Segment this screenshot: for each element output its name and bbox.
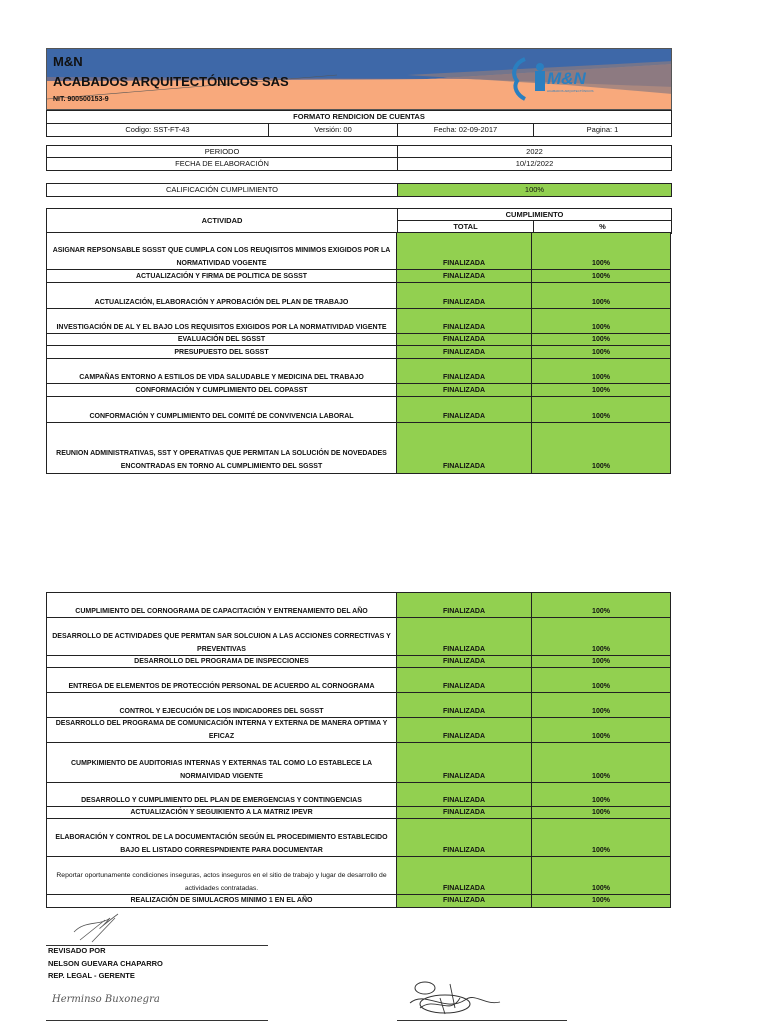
total-cell: FINALIZADA (396, 345, 532, 360)
col-header-total: TOTAL (397, 220, 534, 234)
activity-cell: ACTUALIZACIÓN Y SEGUIKIENTO A LA MATRIZ IPEVR (46, 806, 397, 820)
pct-cell: 100% (531, 282, 671, 310)
table-row (46, 309, 672, 335)
pct-cell: 100% (531, 333, 671, 347)
table-row (46, 618, 672, 657)
col-header-cumplimiento: CUMPLIMIENTO (397, 208, 672, 221)
signature-scribble-1 (70, 910, 130, 950)
activity-cell: ENTREGA DE ELEMENTOS DE PROTECCIÓN PERSONAL DE ACUERDO AL CORNOGRAMA (46, 667, 397, 694)
total-cell: FINALIZADA (396, 422, 532, 474)
total-cell: FINALIZADA (396, 383, 532, 398)
pct-cell: 100% (531, 617, 671, 657)
table-row (46, 423, 672, 474)
table-row (46, 359, 672, 385)
pct-cell: 100% (531, 856, 671, 896)
col-header-pct: % (533, 220, 672, 234)
total-cell: FINALIZADA (396, 692, 532, 719)
total-cell: FINALIZADA (396, 396, 532, 424)
periodo-value: 2022 (397, 145, 672, 158)
pct-cell: 100% (531, 358, 671, 385)
table-row (46, 233, 672, 271)
pct-cell: 100% (531, 692, 671, 719)
activity-cell: CUMPKIMIENTO DE AUDITORIAS INTERNAS Y EXTERNAS TAL COMO LO ESTABLECE LA NORMAIVIDAD VIGENTE (46, 742, 397, 784)
revisado-name: NELSON GUEVARA CHAPARRO (48, 959, 163, 968)
fecha-elaboracion-value: 10/12/2022 (397, 157, 672, 171)
activity-cell: DESARROLLO Y CUMPLIMIENTO DEL PLAN DE EMERGENCIAS Y CONTINGENCIAS (46, 782, 397, 808)
total-cell: FINALIZADA (396, 856, 532, 896)
total-cell: FINALIZADA (396, 894, 532, 908)
company-logo (507, 55, 627, 105)
pct-cell: 100% (531, 782, 671, 808)
total-cell: FINALIZADA (396, 232, 532, 271)
table-row (46, 819, 672, 858)
activity-cell: CONTROL Y EJECUCIÓN DE LOS INDICADORES DEL SGSST (46, 692, 397, 719)
total-cell: FINALIZADA (396, 806, 532, 820)
revisado-label: REVISADO POR (48, 946, 106, 955)
revisado-role: REP. LEGAL - GERENTE (48, 971, 135, 980)
pct-cell: 100% (531, 655, 671, 669)
company-nit: NIT. 900500153-9 (53, 96, 109, 103)
col-header-actividad: ACTIVIDAD (46, 208, 398, 234)
company-name: ACABADOS ARQUITECTÓNICOS SAS (53, 74, 289, 89)
activity-cell: ASIGNAR REPSONSABLE SGSST QUE CUMPLA CON LOS REUQISITOS MINIMOS EXIGIDOS POR LA NORMATIVIDAD VOGENTE (46, 232, 397, 271)
activity-cell: REALIZACIÓN DE SIMULACROS MINIMO 1 EN EL AÑO (46, 894, 397, 908)
pct-cell: 100% (531, 667, 671, 694)
total-cell: FINALIZADA (396, 308, 532, 335)
pct-cell: 100% (531, 308, 671, 335)
activity-cell: DESARROLLO DEL PROGRAMA DE INSPECCIONES (46, 655, 397, 669)
activity-cell: CONFORMACIÓN Y CUMPLIMIENTO DEL COMITÉ DE CONVIVENCIA LABORAL (46, 396, 397, 424)
activity-cell: INVESTIGACIÓN DE AL Y EL BAJO LOS REQUISITOS EXIGIDOS POR LA NORMATIVIDAD VIGENTE (46, 308, 397, 335)
format-pagina: Pagina: 1 (533, 123, 672, 137)
table-row (46, 857, 672, 896)
total-cell: FINALIZADA (396, 592, 532, 619)
total-cell: FINALIZADA (396, 717, 532, 744)
total-cell: FINALIZADA (396, 667, 532, 694)
table-row (46, 693, 672, 719)
pct-cell: 100% (531, 269, 671, 284)
total-cell: FINALIZADA (396, 742, 532, 784)
total-cell: FINALIZADA (396, 269, 532, 284)
table-row (46, 783, 672, 808)
pct-cell: 100% (531, 806, 671, 820)
header-banner (46, 48, 672, 110)
activity-cell: REUNION ADMINISTRATIVAS, SST Y OPERATIVAS QUE PERMITAN LA SOLUCIÓN DE NOVEDADES ENCONTRADAS EN TORNO AL CUMPLIMIENTO DEL SGSST (46, 422, 397, 474)
activity-cell: ELABORACIÓN Y CONTROL DE LA DOCUMENTACIÓN SEGÚN EL PROCEDIMIENTO ESTABLECIDO BAJO EL LISTADO CORRESPNDIENTE PARA DOCUMENTAR (46, 818, 397, 858)
signature-scribble-2 (405, 978, 505, 1023)
activity-cell: PRESUPUESTO DEL SGSST (46, 345, 397, 360)
table-row (46, 397, 672, 424)
handwritten-signature: Herminso Buxonegra (52, 994, 160, 1005)
calificacion-value: 100% (397, 183, 672, 197)
total-cell: FINALIZADA (396, 782, 532, 808)
pct-cell: 100% (531, 717, 671, 744)
pct-cell: 100% (531, 383, 671, 398)
signature-line-3 (397, 1020, 567, 1021)
total-cell: FINALIZADA (396, 617, 532, 657)
table-row (46, 283, 672, 310)
calificacion-label: CALIFICACIÓN CUMPLIMIENTO (46, 183, 398, 197)
pct-cell: 100% (531, 232, 671, 271)
fecha-elaboracion-label: FECHA DE ELABORACIÓN (46, 157, 398, 171)
table-row (46, 593, 672, 619)
activity-cell: Reportar oportunamente condiciones inseguras, actos inseguros en el sitio de trabajo y lugar de desarrollo de actividades contratadas. (46, 856, 397, 896)
pct-cell: 100% (531, 422, 671, 474)
table-row (46, 668, 672, 694)
total-cell: FINALIZADA (396, 818, 532, 858)
pct-cell: 100% (531, 345, 671, 360)
activity-cell: ACTUALIZACIÓN, ELABORACIÓN Y APROBACIÓN DEL PLAN DE TRABAJO (46, 282, 397, 310)
format-title: FORMATO RENDICION DE CUENTAS (46, 110, 672, 124)
table-row (46, 743, 672, 784)
activity-cell: CONFORMACIÓN Y CUMPLIMIENTO DEL COPASST (46, 383, 397, 398)
logo-subtitle: ACABADOS ARQUITECTÓNICOS (547, 89, 594, 93)
periodo-label: PERIODO (46, 145, 398, 158)
pct-cell: 100% (531, 742, 671, 784)
table-row (46, 718, 672, 744)
pct-cell: 100% (531, 396, 671, 424)
format-codigo: Codigo: SST-FT-43 (46, 123, 269, 137)
total-cell: FINALIZADA (396, 282, 532, 310)
signature-line-2 (46, 1020, 268, 1021)
brand-name: M&N (53, 54, 83, 69)
pct-cell: 100% (531, 894, 671, 908)
activity-cell: DESARROLLO DEL PROGRAMA DE COMUNICACIÓN INTERNA Y EXTERNA DE MANERA OPTIMA Y EFICAZ (46, 717, 397, 744)
logo-text: M&N (547, 69, 586, 88)
activity-cell: DESARROLLO DE ACTIVIDADES QUE PERMTAN SAR SOLCUION A LAS ACCIONES CORRECTIVAS Y PREVENTIVAS (46, 617, 397, 657)
logo-figure-icon (507, 55, 547, 105)
total-cell: FINALIZADA (396, 655, 532, 669)
format-version: Versión: 00 (268, 123, 398, 137)
total-cell: FINALIZADA (396, 333, 532, 347)
activity-cell: EVALUACIÓN DEL SGSST (46, 333, 397, 347)
table-row (46, 895, 672, 908)
total-cell: FINALIZADA (396, 358, 532, 385)
activity-cell: CAMPAÑAS ENTORNO A ESTILOS DE VIDA SALUDABLE Y MEDICINA DEL TRABAJO (46, 358, 397, 385)
format-fecha: Fecha: 02-09-2017 (397, 123, 534, 137)
pct-cell: 100% (531, 818, 671, 858)
pct-cell: 100% (531, 592, 671, 619)
activity-cell: ACTUALIZACIÓN Y FIRMA DE POLITICA DE SGSST (46, 269, 397, 284)
activity-cell: CUMPLIMIENTO DEL CORNOGRAMA DE CAPACITACIÓN Y ENTRENAMIENTO DEL AÑO (46, 592, 397, 619)
